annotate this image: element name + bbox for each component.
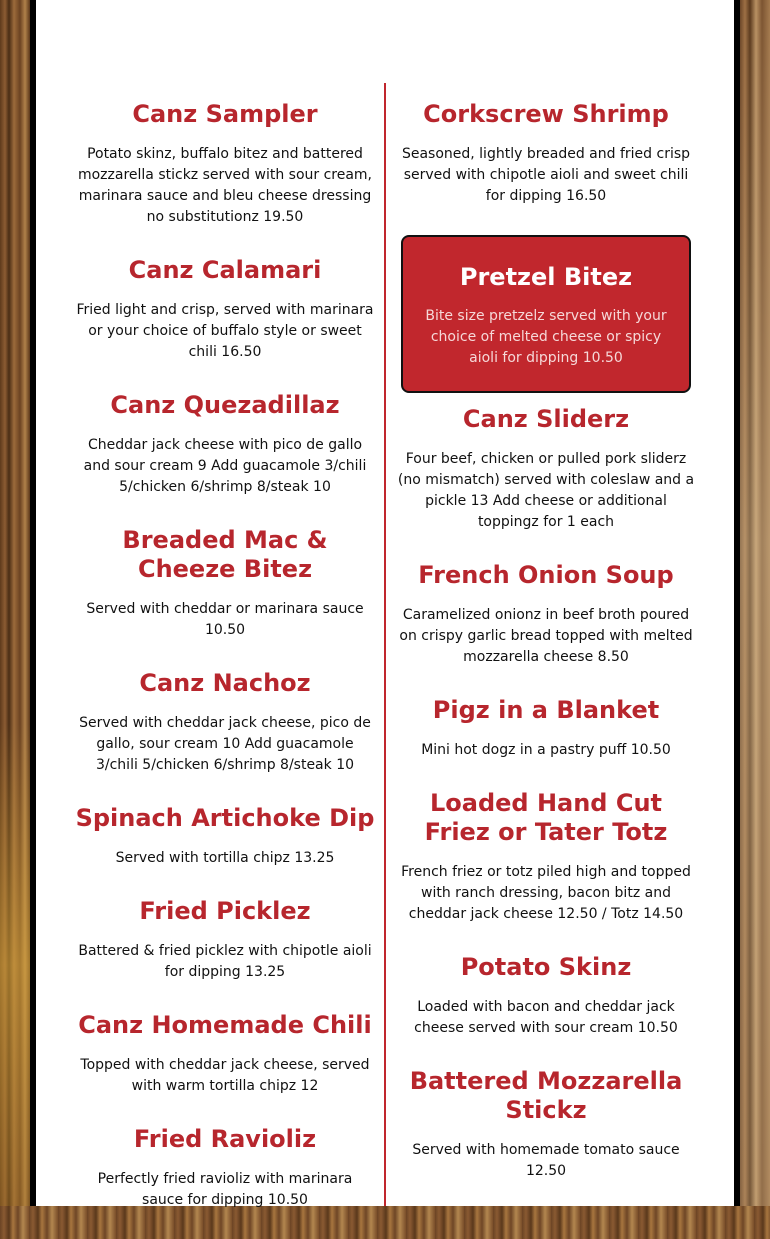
- featured-menu-item: [401, 235, 691, 393]
- menu-page: [30, 0, 740, 1206]
- wood-frame-left: [0, 0, 30, 1206]
- menu-item-name: Spinach Artichoke Dip: [75, 804, 375, 832]
- menu-item-description: Loaded with bacon and cheddar jack cheese served with sour cream 10.50: [414, 999, 678, 1036]
- menu-item: [396, 561, 696, 668]
- menu-item-name: Pigz in a Blanket: [432, 696, 660, 724]
- menu-item-description: Battered & fried picklez with chipotle aioli for dipping 13.25: [78, 943, 372, 980]
- menu-item-description: Perfectly fried ravioliz with marinara sauce for dipping 10.50: [97, 1171, 353, 1208]
- wood-frame-right: [740, 0, 770, 1206]
- menu-item: [396, 953, 696, 1039]
- menu-item-name: Canz Sampler: [132, 100, 318, 128]
- menu-item-name: Canz Nachoz: [139, 669, 311, 697]
- menu-column-right: [396, 100, 696, 1210]
- menu-item-name: Canz Quezadillaz: [110, 391, 340, 419]
- menu-item-description: Served with cheddar jack cheese, pico de gallo, sour cream 10 Add guacamole 3/chili 5/chicken 6/shrimp 8/steak 10: [79, 715, 371, 773]
- menu-item-description: Cheddar jack cheese with pico de gallo and sour cream 9 Add guacamole 3/chili 5/chicken 6/shrimp 8/steak 10: [83, 437, 367, 495]
- menu-item-description: Caramelized onionz in beef broth poured on crispy garlic bread topped with melted mozzarella cheese 8.50: [399, 607, 693, 665]
- featured-item-description: Bite size pretzelz served with your choice of melted cheese or spicy aioli for dipping 10.50: [425, 308, 667, 366]
- menu-item-description: Served with homemade tomato sauce 12.50: [412, 1142, 680, 1179]
- menu-item-name: French Onion Soup: [418, 561, 674, 589]
- menu-item: [75, 1011, 375, 1097]
- menu-item: [75, 256, 375, 363]
- menu-item: [75, 100, 375, 228]
- menu-item-name: Potato Skinz: [460, 953, 632, 981]
- column-divider: [384, 83, 386, 1206]
- menu-item-name: Canz Homemade Chili: [78, 1011, 372, 1039]
- menu-item: [75, 391, 375, 498]
- menu-column-left: [75, 100, 375, 1239]
- menu-item-name: Loaded Hand Cut Friez or Tater Totz: [424, 789, 668, 846]
- menu-item-description: Potato skinz, buffalo bitez and battered mozzarella stickz served with sour cream, marinara sauce and bleu cheese dressing no substitutionz 19.50: [77, 146, 373, 225]
- menu-item-name: Battered Mozzarella Stickz: [409, 1067, 683, 1124]
- menu-item-description: French friez or totz piled high and topped with ranch dressing, bacon bitz and cheddar jack cheese 12.50 / Totz 14.50: [401, 864, 691, 922]
- menu-item-name: Corkscrew Shrimp: [423, 100, 669, 128]
- menu-item-name: Canz Sliderz: [462, 405, 630, 433]
- menu-item-description: Served with cheddar or marinara sauce 10.50: [86, 601, 364, 638]
- menu-item: [75, 1125, 375, 1211]
- menu-item: [396, 1067, 696, 1182]
- menu-item-name: Fried Ravioliz: [133, 1125, 317, 1153]
- menu-item: [75, 526, 375, 641]
- menu-item-name: Breaded Mac & Cheeze Bitez: [122, 526, 328, 583]
- menu-item-description: Fried light and crisp, served with marinara or your choice of buffalo style or sweet chili 16.50: [76, 302, 374, 360]
- menu-item-description: Served with tortilla chipz 13.25: [115, 850, 335, 866]
- menu-item: [396, 100, 696, 207]
- menu-item: [396, 789, 696, 925]
- menu-item-description: Seasoned, lightly breaded and fried crisp served with chipotle aioli and sweet chili for dipping 16.50: [401, 146, 691, 204]
- menu-item: [396, 696, 696, 761]
- menu-item: [75, 669, 375, 776]
- featured-item-name: Pretzel Bitez: [459, 263, 633, 291]
- menu-sheet: [36, 0, 734, 1206]
- menu-item-name: Fried Picklez: [139, 897, 311, 925]
- menu-item: [75, 897, 375, 983]
- menu-item: [396, 405, 696, 533]
- menu-item-name: Canz Calamari: [128, 256, 322, 284]
- menu-item-description: Topped with cheddar jack cheese, served with warm tortilla chipz 12: [80, 1057, 370, 1094]
- menu-item: [75, 804, 375, 869]
- menu-item-description: Four beef, chicken or pulled pork sliderz (no mismatch) served with coleslaw and a pickle 13 Add cheese or additional toppingz for 1 each: [397, 451, 695, 530]
- menu-item-description: Mini hot dogz in a pastry puff 10.50: [421, 742, 671, 758]
